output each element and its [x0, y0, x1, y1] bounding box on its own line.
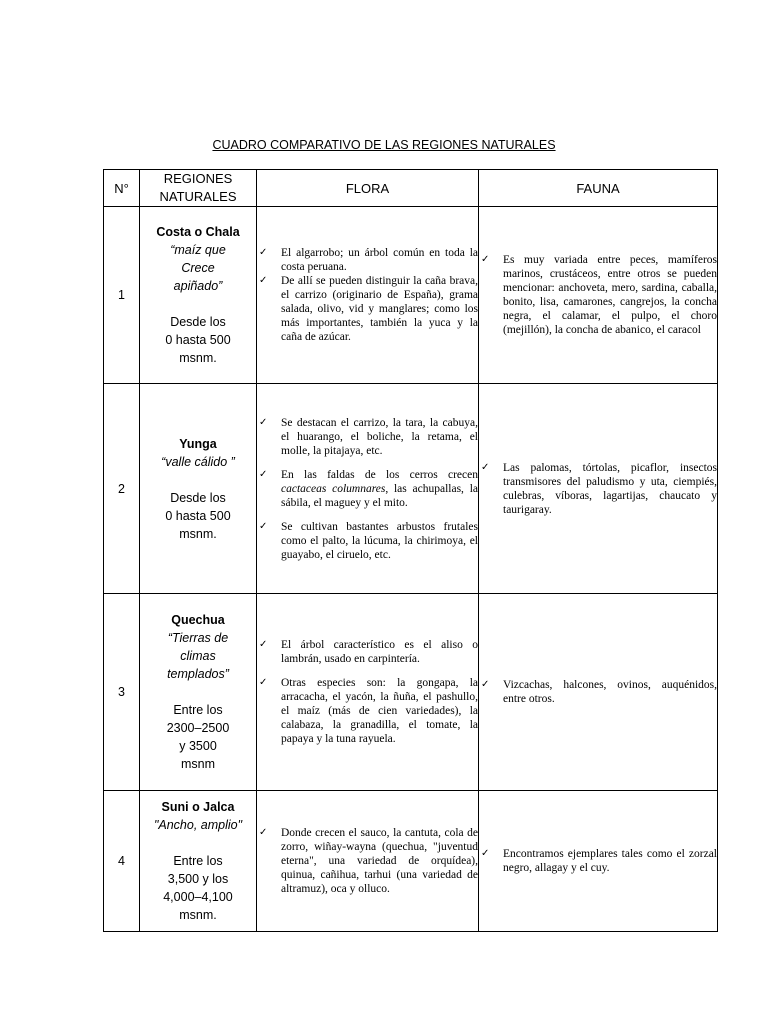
header-row: [104, 170, 718, 207]
flora-item: [257, 416, 478, 458]
checkmark-icon: ✓: [259, 416, 268, 428]
region-altitude: [140, 701, 256, 773]
header-regions: [140, 170, 257, 207]
table-row: [104, 384, 718, 594]
region-description-line: apiñado”: [173, 279, 223, 293]
region-altitude-line: Entre los: [173, 703, 223, 717]
flora-text: El árbol característico es el aliso o lambrán, usado en carpintería.: [281, 639, 478, 665]
flora-text: Otras especies son: la gongapa, la arracacha, el yacón, la ñuña, el pashullo, el maíz (más de cien variedades), la calabaza, la granadilla, el tomate, la papaya y la tuna rayuela.: [281, 677, 478, 745]
flora-cell: [257, 384, 479, 594]
checkmark-icon: ✓: [259, 677, 268, 688]
fauna-cell: [479, 207, 718, 384]
region-altitude: [140, 489, 256, 543]
flora-text: El algarrobo; un árbol común en toda la costa peruana.: [281, 247, 478, 273]
region-description-line: “Tierras de: [167, 631, 229, 645]
header-regions-line1: REGIONES: [163, 171, 233, 186]
flora-text: De allí se pueden distinguir la caña brava, el carrizo (originario de España), grama salada, olivo, vid y manglares; como los más importantes, también la yuca y la caña de azúcar.: [281, 275, 478, 343]
region-description-line: “maíz que: [170, 243, 226, 257]
flora-text: Donde crecen el sauco, la cantuta, cola de zorro, wiñay-wayna (quechua, "juventud eterna", una variedad de orquídea), quinua, cañihua, tarhui (una variedad de altramuz), oca y olluco.: [281, 827, 478, 895]
flora-item: [257, 468, 478, 510]
region-name: Yunga: [179, 436, 217, 451]
header-flora: FLORA: [257, 170, 479, 207]
flora-text: , las achupallas, la sábila, el maguey y el mito.: [281, 482, 478, 509]
region-description-line: "Ancho, amplio": [153, 818, 243, 832]
flora-text-italic: cactaceas columnares: [281, 482, 386, 495]
region-altitude-line: 0 hasta 500: [165, 333, 231, 347]
region-altitude-line: 2300–2500: [166, 721, 230, 735]
table-row: [104, 791, 718, 932]
region-description-line: Crece: [181, 261, 215, 275]
flora-text: Se destacan el carrizo, la tara, la cabuya, el huarango, el boliche, la retama, el molle, la pitajaya, etc.: [281, 416, 478, 457]
checkmark-icon: ✓: [259, 468, 268, 480]
flora-item: [257, 638, 478, 666]
flora-item: [257, 520, 478, 562]
fauna-text: Encontramos ejemplares tales como el zorzal negro, allagay y el cuy.: [503, 848, 717, 874]
region-cell: [140, 594, 257, 791]
region-altitude-line: 3,500 y los: [167, 872, 229, 886]
fauna-cell: [479, 594, 718, 791]
fauna-text: Las palomas, tórtolas, picaflor, insectos transmisores del paludismo y uta, ciempiés, culebras, víboras, lagartijas, chaucato y taurigaray.: [503, 461, 717, 516]
flora-item: [257, 826, 478, 896]
checkmark-icon: ✓: [259, 827, 268, 838]
region-description-line: “valle cálido ”: [161, 454, 235, 469]
fauna-item: [479, 847, 717, 875]
checkmark-icon: ✓: [481, 679, 490, 690]
checkmark-icon: ✓: [481, 254, 490, 265]
region-altitude-line: Entre los: [173, 854, 223, 868]
fauna-item: [479, 678, 717, 706]
flora-cell: [257, 791, 479, 932]
header-regions-line2: NATURALES: [159, 189, 237, 204]
region-description: [140, 629, 256, 683]
region-altitude-line: msnm: [180, 757, 216, 771]
region-altitude-line: y 3500: [179, 739, 217, 753]
region-altitude-line: 4,000–4,100: [163, 890, 233, 904]
region-description: [140, 816, 256, 834]
fauna-text: Vizcachas, halcones, ovinos, auquénidos, entre otros.: [503, 679, 717, 705]
region-description-line: templados”: [167, 667, 229, 681]
region-name: Suni o Jalca: [161, 800, 235, 814]
checkmark-icon: ✓: [259, 520, 268, 532]
checkmark-icon: ✓: [481, 848, 490, 859]
region-altitude: [140, 852, 256, 924]
region-cell: [140, 791, 257, 932]
region-altitude-line: msnm.: [179, 351, 217, 365]
fauna-item: [479, 253, 717, 337]
region-altitude-line: Desde los: [170, 490, 226, 505]
region-altitude-line: msnm.: [179, 526, 217, 541]
checkmark-icon: ✓: [259, 247, 268, 258]
fauna-cell: [479, 384, 718, 594]
region-altitude-line: Desde los: [170, 315, 226, 329]
region-cell: [140, 384, 257, 594]
table-row: [104, 207, 718, 384]
region-description-line: climas: [180, 649, 216, 663]
row-number: 4: [104, 791, 140, 932]
region-altitude: [140, 313, 256, 367]
header-num: N°: [104, 170, 140, 207]
flora-cell: [257, 207, 479, 384]
region-cell: [140, 207, 257, 384]
region-description: [140, 241, 256, 295]
checkmark-icon: ✓: [481, 461, 490, 473]
checkmark-icon: ✓: [259, 639, 268, 650]
row-number: 3: [104, 594, 140, 791]
comparison-table: [103, 169, 718, 932]
fauna-cell: [479, 791, 718, 932]
region-name: Costa o Chala: [156, 225, 240, 239]
flora-text: Se cultivan bastantes arbustos frutales como el palto, la lúcuma, la chirimoya, el guayabo, el ciruelo, etc.: [281, 520, 478, 561]
document-title: CUADRO COMPARATIVO DE LAS REGIONES NATURALES: [212, 138, 556, 152]
flora-item: [257, 676, 478, 746]
region-altitude-line: 0 hasta 500: [165, 508, 231, 523]
flora-text: En las faldas de los cerros crecen: [281, 468, 478, 481]
region-description: [140, 453, 256, 471]
fauna-item: [479, 461, 717, 517]
header-fauna: FAUNA: [479, 170, 718, 207]
checkmark-icon: ✓: [259, 275, 268, 286]
region-altitude-line: msnm.: [179, 908, 217, 922]
region-name: Quechua: [171, 613, 225, 627]
flora-item: [257, 246, 478, 274]
table-row: [104, 594, 718, 791]
flora-item: [257, 274, 478, 344]
flora-cell: [257, 594, 479, 791]
row-number: 1: [104, 207, 140, 384]
fauna-text: Es muy variada entre peces, mamíferos marinos, crustáceos, entre otros se pueden mencionar: anchoveta, mero, sardina, caballa, bonito, lisa, camarones, cangrejos, la concha negra, el calamar, el pulpo, el choro (mejillón), la concha de abanico, el caracol: [503, 254, 717, 336]
row-number: 2: [104, 384, 140, 594]
